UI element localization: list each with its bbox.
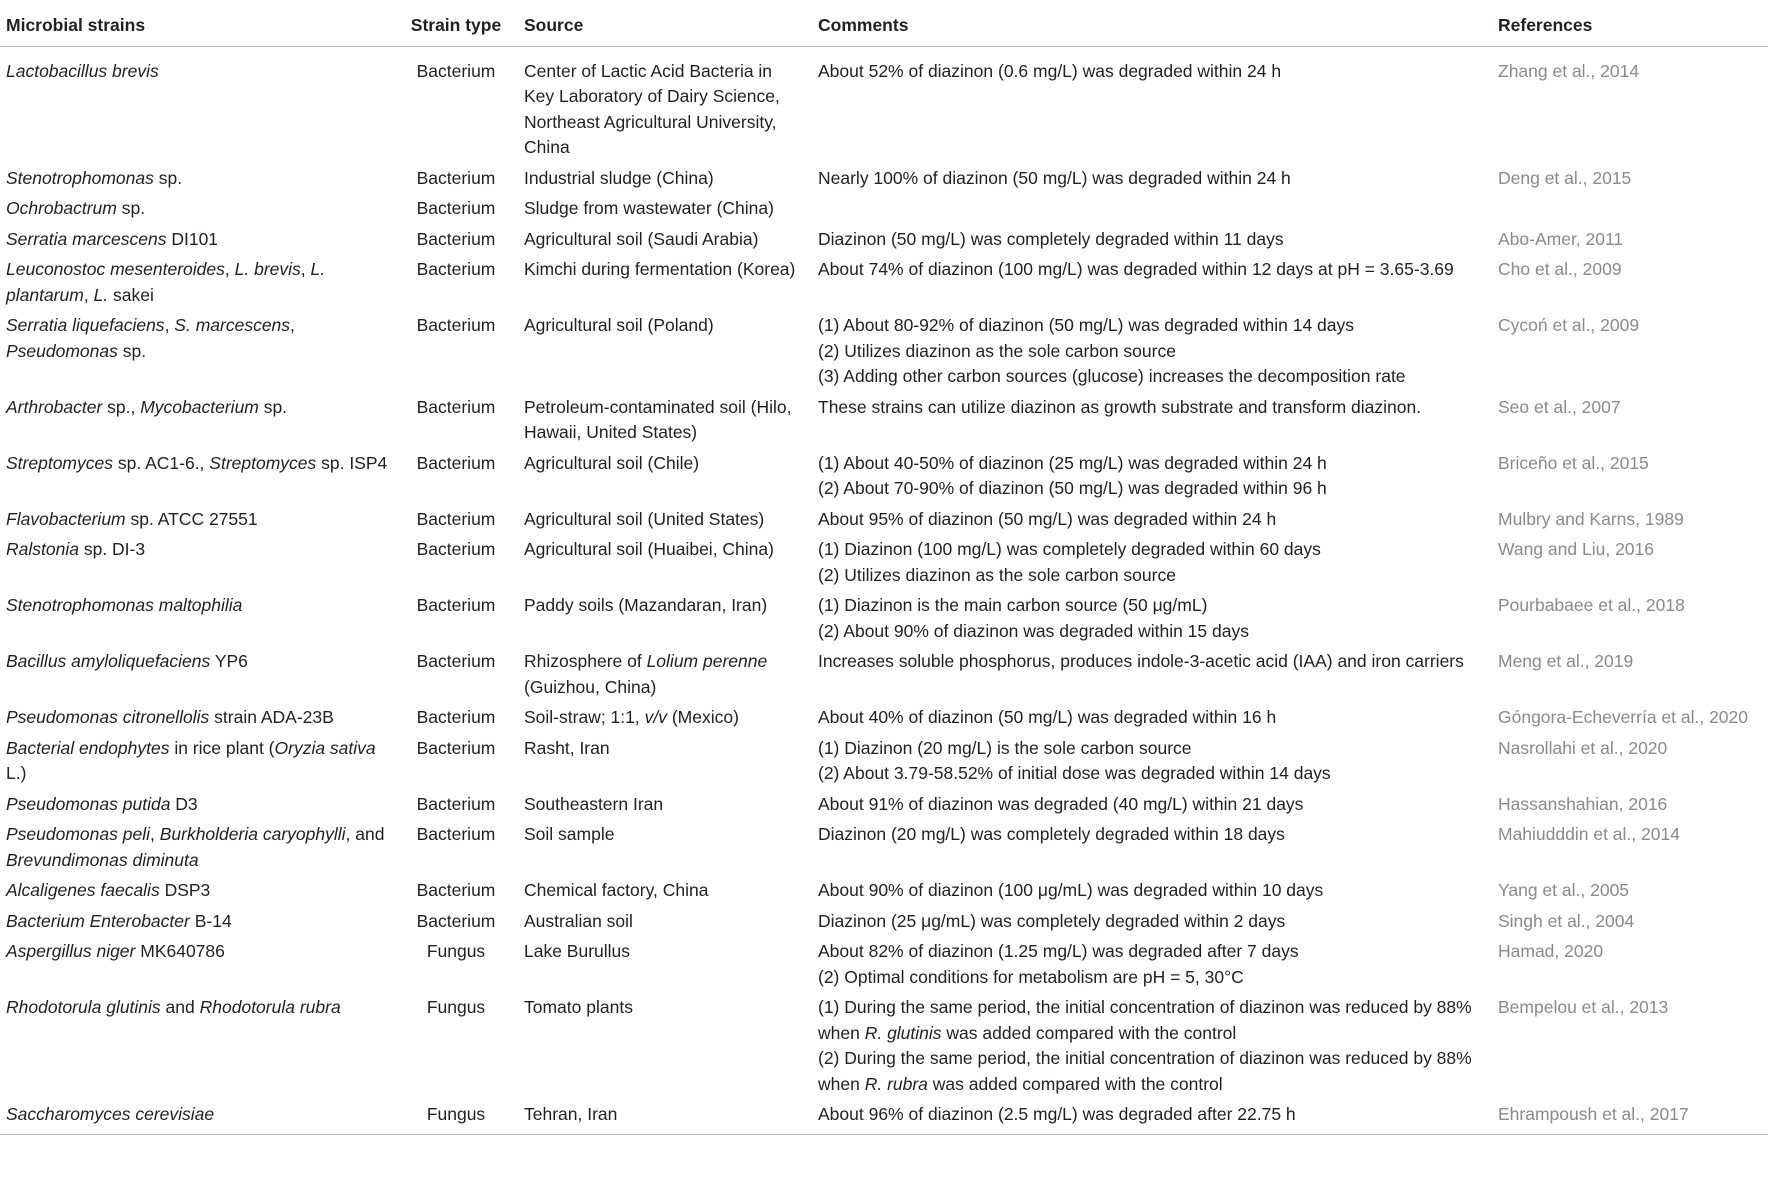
header-strain: Microbial strains — [0, 1, 394, 47]
cell-source: Rhizosphere of Lolium perenne (Guizhou, China) — [524, 651, 768, 697]
table-row — [0, 533, 1768, 589]
strain-name-segment: Pseudomonas — [6, 340, 118, 361]
cell-comments — [812, 1098, 1492, 1134]
cell-comments — [812, 503, 1492, 534]
cell-reference[interactable]: Wang and Liu, 2016 — [1498, 539, 1654, 559]
cell-strain-type: Bacterium — [416, 508, 496, 529]
table-header — [0, 1, 1768, 47]
cell-comments — [812, 253, 1492, 309]
cell-strain-type: Bacterium — [416, 910, 496, 931]
strain-name-segment: Leuconostoc mesenteroides — [6, 259, 225, 279]
comment-line: About 74% of diazinon (100 mg/L) was degraded within 12 days at pH = 3.65-3.69 — [818, 259, 1454, 279]
cell-strain — [0, 818, 394, 874]
cell-strain — [0, 589, 394, 645]
strain-name-segment: strain ADA-23B — [209, 707, 334, 727]
table-row — [0, 732, 1768, 788]
strain-name-segment: D3 — [170, 793, 198, 814]
table-row — [0, 46, 1768, 162]
cell-strain-type: Bacterium — [416, 880, 496, 900]
strain-name-segment: Burkholderia caryophylli — [159, 824, 346, 844]
cell-comments — [812, 391, 1492, 447]
cell-source: Tehran, Iran — [518, 1098, 812, 1134]
cell-reference[interactable]: Zhang et al., 2014 — [1498, 60, 1640, 81]
table-body — [0, 46, 1768, 1134]
cell-strain-type: Bacterium — [416, 595, 496, 615]
table-row — [0, 391, 1768, 447]
cell-comments — [812, 223, 1492, 254]
strain-name-segment: B-14 — [189, 910, 232, 931]
table-row — [0, 503, 1768, 534]
strain-name-segment: L. — [93, 284, 109, 305]
cell-strain-type: Fungus — [426, 997, 486, 1017]
cell-reference[interactable]: Yang et al., 2005 — [1498, 880, 1630, 900]
strain-name-segment: Ralstonia — [6, 539, 79, 559]
cell-strain — [0, 991, 394, 1098]
cell-reference[interactable]: Seo et al., 2007 — [1498, 396, 1621, 417]
cell-reference[interactable]: Meng et al., 2019 — [1498, 651, 1634, 671]
cell-strain-type: Bacterium — [416, 737, 496, 758]
strain-name-segment: sp. AC1-6., — [112, 452, 210, 473]
cell-reference[interactable]: Abo-Amer, 2011 — [1498, 228, 1624, 249]
table-row — [0, 1098, 1768, 1134]
cell-strain — [0, 935, 394, 991]
strain-name-segment: sp., — [102, 396, 141, 417]
cell-strain — [0, 46, 394, 162]
comment-line: These strains can utilize diazinon as growth substrate and transform diazinon. — [818, 396, 1422, 417]
strain-name-segment: Alcaligenes faecalis — [6, 880, 160, 900]
cell-strain-type: Fungus — [426, 941, 486, 961]
cell-strain — [0, 391, 394, 447]
strain-name-segment: Oryzia sativa — [274, 737, 376, 758]
cell-strain — [0, 309, 394, 391]
cell-reference[interactable]: Hassanshahian, 2016 — [1498, 793, 1668, 814]
header-references: References — [1492, 1, 1768, 47]
cell-reference[interactable]: Hamad, 2020 — [1498, 941, 1604, 961]
comment-line: (2) During the same period, the initial concentration of diazinon was reduced by 88% when R. rubra was added compared with the control — [818, 1048, 1472, 1094]
cell-reference[interactable] — [1492, 192, 1768, 223]
comment-line: Nearly 100% of diazinon (50 mg/L) was degraded within 24 h — [818, 167, 1291, 188]
comment-line: (2) Optimal conditions for metabolism are pH = 5, 30°C — [818, 966, 1244, 987]
strain-name-segment: DSP3 — [159, 880, 211, 900]
cell-reference[interactable]: Singh et al., 2004 — [1498, 910, 1635, 931]
cell-strain-type: Bacterium — [416, 707, 496, 727]
cell-source: Paddy soils (Mazandaran, Iran) — [524, 595, 768, 615]
cell-strain-type: Bacterium — [416, 228, 496, 249]
header-source: Source — [518, 1, 812, 47]
cell-comments — [812, 447, 1492, 503]
cell-strain — [0, 645, 394, 701]
cell-comments — [812, 46, 1492, 162]
strain-name-segment: Aspergillus niger — [6, 941, 136, 961]
table-row — [0, 645, 1768, 701]
cell-source: Australian soil — [524, 910, 633, 931]
header-comments: Comments — [812, 1, 1492, 47]
strain-name-segment: Flavobacterium — [6, 508, 126, 529]
comment-line: (1) During the same period, the initial concentration of diazinon was reduced by 88% when R. glutinis was added compared with the control — [818, 997, 1472, 1043]
cell-strain-type: Bacterium — [416, 452, 496, 473]
comment-line: (1) About 40-50% of diazinon (25 mg/L) was degraded within 24 h — [818, 452, 1327, 473]
strain-name-segment: Stenotrophomonas — [6, 167, 154, 188]
cell-reference[interactable]: Cycoń et al., 2009 — [1498, 315, 1640, 335]
strain-name-segment: Mycobacterium — [140, 396, 259, 417]
strain-name-segment: sakei — [108, 284, 154, 305]
table-row — [0, 589, 1768, 645]
cell-strain — [0, 732, 394, 788]
strain-name-segment: Arthrobacter — [6, 396, 103, 417]
strain-name-segment: Streptomyces — [209, 452, 317, 473]
cell-reference[interactable]: Ehrampoush et al., 2017 — [1492, 1098, 1768, 1134]
strain-name-segment: sp. — [116, 198, 146, 218]
strain-name-segment: , — [83, 284, 94, 305]
cell-strain-type: Bacterium — [416, 824, 496, 844]
comment-line: About 82% of diazinon (1.25 mg/L) was degraded after 7 days — [818, 941, 1299, 961]
comment-line: Diazinon (50 mg/L) was completely degraded within 11 days — [818, 228, 1284, 249]
cell-source: Agricultural soil (Saudi Arabia) — [524, 228, 759, 249]
cell-strain — [0, 533, 394, 589]
cell-source: Rasht, Iran — [524, 737, 610, 758]
table-row — [0, 991, 1768, 1098]
comment-line: (2) About 3.79-58.52% of initial dose was degraded within 14 days — [818, 763, 1331, 783]
cell-reference[interactable]: Góngora-Echeverría et al., 2020 — [1498, 707, 1749, 727]
strain-name-segment: Bacterial endophytes — [6, 737, 170, 758]
comment-line: Diazinon (20 mg/L) was completely degraded within 18 days — [818, 824, 1285, 844]
cell-source: Soil sample — [524, 824, 615, 844]
strain-name-segment: L.) — [6, 763, 27, 783]
strain-name-segment: , — [290, 315, 295, 335]
table-row — [0, 309, 1768, 391]
strain-name-segment: sp. DI-3 — [78, 539, 146, 559]
cell-source: Agricultural soil (United States) — [524, 508, 765, 529]
cell-strain-type: Bacterium — [416, 198, 496, 218]
table-row — [0, 788, 1768, 819]
strain-name-segment: Rhodotorula glutinis — [6, 997, 161, 1017]
strain-name-segment: sp. ATCC 27551 — [125, 508, 258, 529]
strain-name-segment: Ochrobactrum — [6, 198, 117, 218]
strain-name-segment: , — [300, 259, 311, 279]
cell-comments — [812, 732, 1492, 788]
cell-strain — [0, 223, 394, 254]
cell-reference[interactable]: Mahiudddin et al., 2014 — [1498, 824, 1680, 844]
cell-reference[interactable]: Pourbabaee et al., 2018 — [1498, 595, 1685, 615]
table-row — [0, 874, 1768, 905]
strain-name-segment: MK640786 — [135, 941, 225, 961]
table-row — [0, 905, 1768, 936]
strain-name-segment: , — [149, 824, 160, 844]
cell-strain-type: Bacterium — [416, 315, 496, 335]
comment-line: (1) About 80-92% of diazinon (50 mg/L) was degraded within 14 days — [818, 315, 1355, 335]
strain-name-segment: DI101 — [166, 228, 219, 249]
strain-name-segment: sp. — [153, 167, 183, 188]
comment-line: (1) Diazinon (100 mg/L) was completely degraded within 60 days — [818, 539, 1321, 559]
cell-reference[interactable]: Nasrollahi et al., 2020 — [1498, 737, 1668, 758]
cell-strain — [0, 701, 394, 732]
strain-name-segment: Pseudomonas putida — [6, 793, 171, 814]
comment-line: Diazinon (25 μg/mL) was completely degraded within 2 days — [818, 910, 1286, 931]
strain-name-segment: Serratia marcescens — [6, 228, 167, 249]
cell-comments — [812, 905, 1492, 936]
strain-name-segment: S. marcescens — [174, 315, 291, 335]
comment-line: About 90% of diazinon (100 μg/mL) was degraded within 10 days — [818, 880, 1324, 900]
table-row — [0, 162, 1768, 193]
cell-comments — [812, 589, 1492, 645]
table-row — [0, 701, 1768, 732]
cell-reference[interactable]: Cho et al., 2009 — [1498, 259, 1622, 279]
cell-source: Sludge from wastewater (China) — [524, 198, 774, 218]
cell-comments — [812, 309, 1492, 391]
comment-line: Increases soluble phosphorus, produces indole-3-acetic acid (IAA) and iron carriers — [818, 651, 1464, 671]
strain-name-segment: L. brevis — [234, 259, 301, 279]
cell-strain-type: Bacterium — [416, 396, 496, 417]
cell-comments — [812, 192, 1492, 223]
cell-comments — [812, 645, 1492, 701]
header-strain-type: Strain type — [394, 1, 518, 47]
comment-line: About 91% of diazinon was degraded (40 mg/L) within 21 days — [818, 793, 1304, 814]
strain-name-segment: Stenotrophomonas maltophilia — [6, 595, 243, 615]
cell-reference[interactable]: Briceño et al., 2015 — [1498, 452, 1649, 473]
strain-name-segment: L. plantarum — [6, 259, 326, 305]
cell-strain-type: Bacterium — [416, 167, 496, 188]
table-row — [0, 447, 1768, 503]
cell-source: Kimchi during fermentation (Korea) — [524, 259, 796, 279]
comment-line: About 95% of diazinon (50 mg/L) was degraded within 24 h — [818, 508, 1277, 529]
strain-name-segment: Bacillus amyloliquefaciens — [6, 651, 211, 671]
strain-name-segment: Pseudomonas peli — [6, 824, 150, 844]
strain-name-segment: Bacterium Enterobacter — [6, 910, 190, 931]
table-row — [0, 818, 1768, 874]
cell-source: Industrial sludge (China) — [524, 167, 714, 188]
strain-name-segment: Lactobacillus brevis — [6, 60, 159, 81]
table-row — [0, 253, 1768, 309]
strain-name-segment: Brevundimonas diminuta — [6, 849, 199, 870]
strain-name-segment: YP6 — [210, 651, 248, 671]
cell-comments — [812, 991, 1492, 1098]
strain-name-segment: sp. — [117, 340, 147, 361]
comment-line: (2) Utilizes diazinon as the sole carbon source — [818, 564, 1176, 585]
cell-strain — [0, 788, 394, 819]
cell-source: Chemical factory, China — [524, 880, 709, 900]
cell-comments — [812, 788, 1492, 819]
cell-strain-type: Fungus — [394, 1098, 518, 1134]
cell-strain — [0, 503, 394, 534]
strain-name-segment: , — [164, 315, 175, 335]
cell-reference[interactable]: Mulbry and Karns, 1989 — [1498, 508, 1684, 529]
cell-comments — [812, 162, 1492, 193]
comment-line: About 40% of diazinon (50 mg/L) was degraded within 16 h — [818, 707, 1277, 727]
strain-name-segment: and — [160, 997, 200, 1017]
cell-source: Petroleum-contaminated soil (Hilo, Hawaii, United States) — [524, 396, 792, 442]
cell-source: Agricultural soil (Huaibei, China) — [524, 539, 774, 559]
strain-name-segment: Rhodotorula rubra — [199, 997, 341, 1017]
cell-source: Soil-straw; 1:1, v/v (Mexico) — [524, 707, 739, 727]
cell-comments — [812, 701, 1492, 732]
strain-name-segment: Saccharomyces cerevisiae — [6, 1104, 215, 1124]
comment-line: About 96% of diazinon (2.5 mg/L) was degraded after 22.75 h — [818, 1104, 1296, 1124]
strain-name-segment: sp. ISP4 — [316, 452, 388, 473]
table-row — [0, 935, 1768, 991]
comment-line: (2) Utilizes diazinon as the sole carbon source — [818, 340, 1176, 361]
cell-strain — [0, 162, 394, 193]
comment-line: (2) About 90% of diazinon was degraded within 15 days — [818, 620, 1249, 641]
cell-source: Agricultural soil (Poland) — [524, 315, 714, 335]
strain-name-segment: in rice plant ( — [169, 737, 275, 758]
comment-line: (2) About 70-90% of diazinon (50 mg/L) was degraded within 96 h — [818, 478, 1327, 498]
strain-name-segment: Streptomyces — [6, 452, 113, 473]
comment-line: About 52% of diazinon (0.6 mg/L) was degraded within 24 h — [818, 60, 1282, 81]
table-row — [0, 223, 1768, 254]
cell-strain — [0, 1098, 394, 1134]
cell-source: Center of Lactic Acid Bacteria in Key Laboratory of Dairy Science, Northeast Agricultural University, China — [524, 60, 780, 157]
strain-name-segment: Pseudomonas citronellolis — [6, 707, 210, 727]
cell-comments — [812, 818, 1492, 874]
cell-strain — [0, 447, 394, 503]
strain-name-segment: , — [224, 259, 235, 279]
cell-source: Lake Burullus — [524, 941, 631, 961]
cell-strain-type: Bacterium — [416, 651, 496, 671]
cell-source: Agricultural soil (Chile) — [524, 452, 700, 473]
cell-strain-type: Bacterium — [416, 60, 496, 81]
cell-reference[interactable]: Bempelou et al., 2013 — [1498, 997, 1669, 1017]
cell-source: Southeastern Iran — [524, 793, 664, 814]
comment-line: (1) Diazinon is the main carbon source (50 μg/mL) — [818, 595, 1208, 615]
cell-strain — [0, 192, 394, 223]
strain-name-segment: sp. — [258, 396, 288, 417]
cell-comments — [812, 935, 1492, 991]
cell-comments — [812, 533, 1492, 589]
cell-strain-type: Bacterium — [416, 259, 496, 279]
comment-line: (1) Diazinon (20 mg/L) is the sole carbon source — [818, 737, 1192, 758]
strain-name-segment: , and — [345, 824, 385, 844]
strain-name-segment: Serratia liquefaciens — [6, 315, 165, 335]
comment-line: (3) Adding other carbon sources (glucose) increases the decomposition rate — [818, 366, 1406, 386]
table-row — [0, 192, 1768, 223]
cell-strain — [0, 874, 394, 905]
header-row — [0, 1, 1768, 47]
cell-strain-type: Bacterium — [416, 793, 496, 814]
cell-strain — [0, 905, 394, 936]
cell-source: Tomato plants — [524, 997, 633, 1017]
cell-strain-type: Bacterium — [416, 539, 496, 559]
cell-comments — [812, 874, 1492, 905]
cell-reference[interactable]: Deng et al., 2015 — [1498, 167, 1632, 188]
cell-strain — [0, 253, 394, 309]
